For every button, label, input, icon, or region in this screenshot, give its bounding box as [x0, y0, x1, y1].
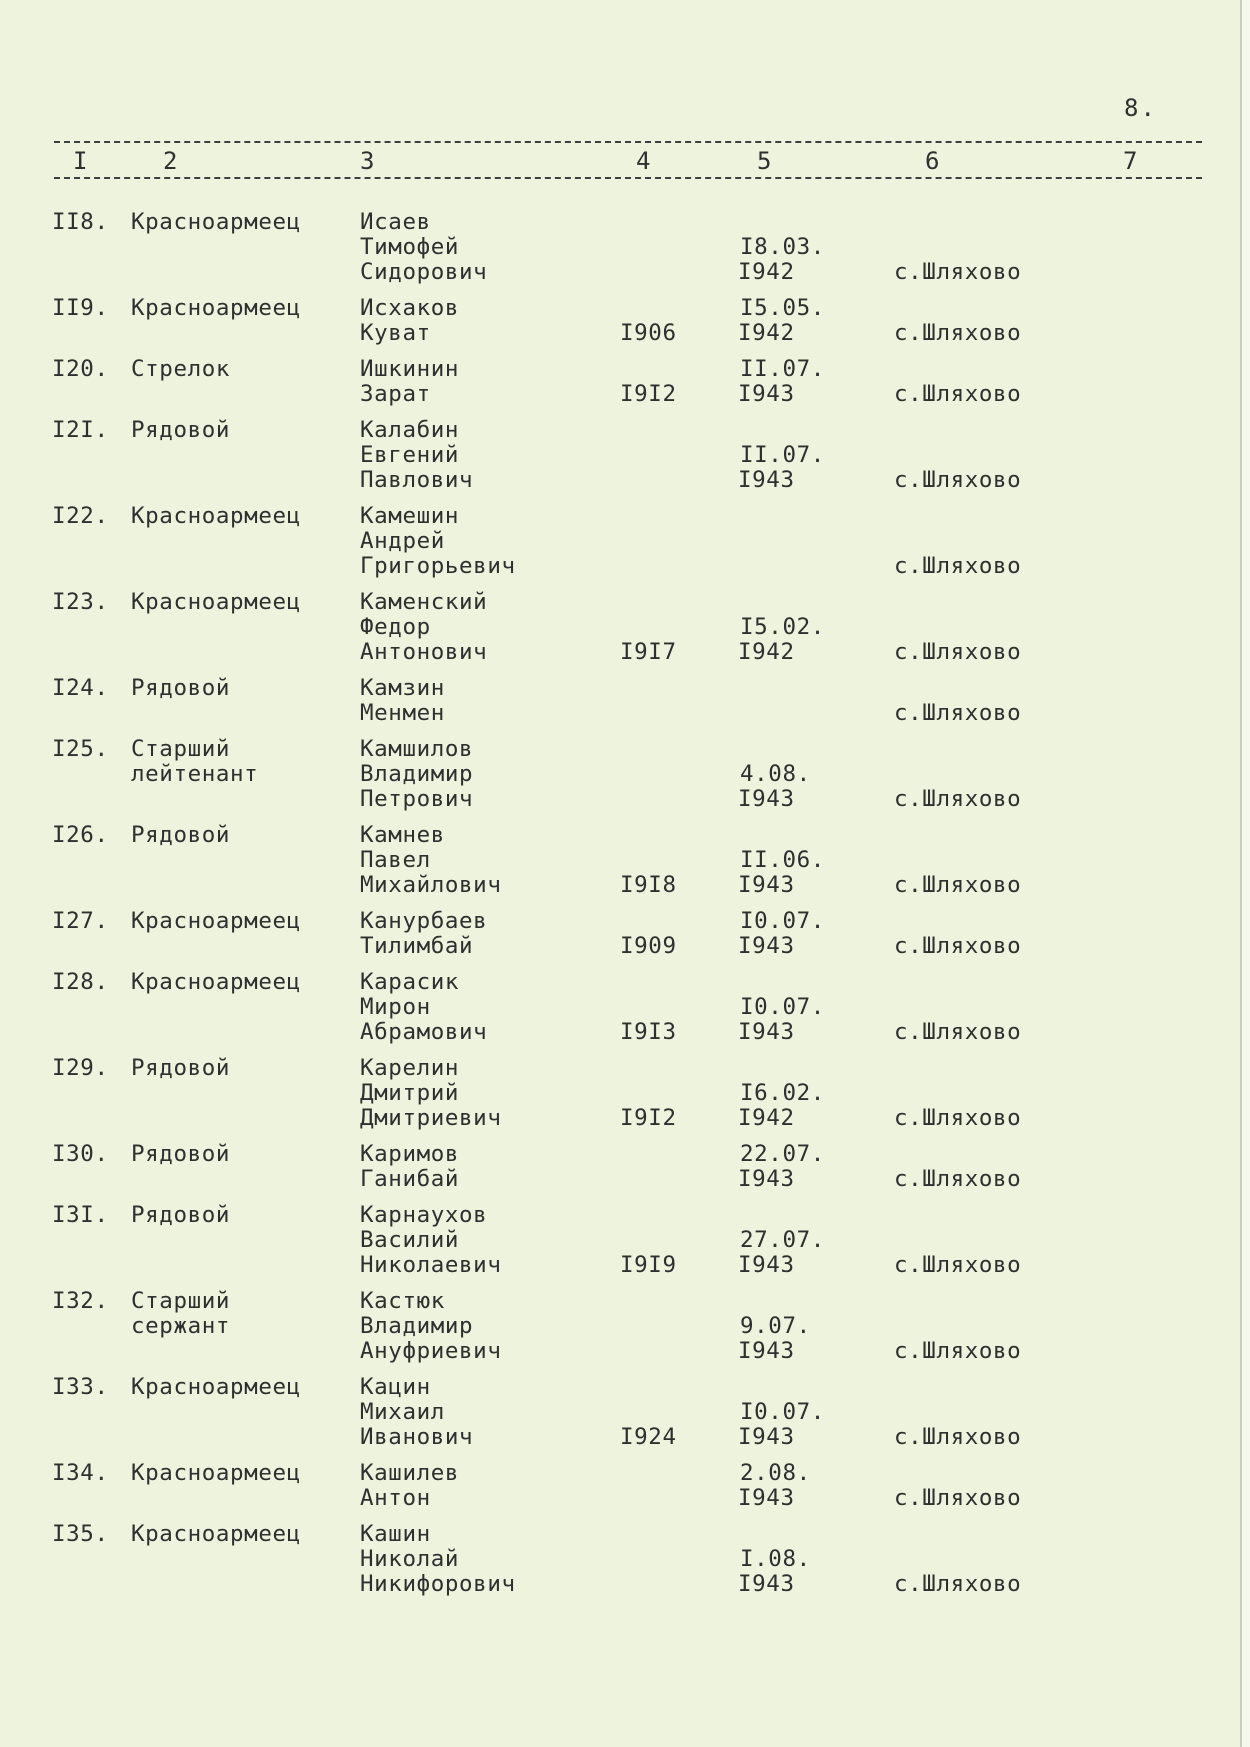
- record-number: I30.: [52, 1141, 109, 1167]
- record-rank: Рядовой: [131, 822, 231, 848]
- record-name-line: Дмитриевич: [360, 1105, 502, 1131]
- record-date: I.08.: [740, 1546, 811, 1572]
- record-name-line: Исхаков: [360, 295, 460, 321]
- record-name-line: Павлович: [360, 467, 474, 493]
- record-birth-year: I9I7: [620, 639, 677, 665]
- record-name: [360, 970, 487, 1045]
- record-number: II9.: [52, 295, 109, 321]
- record-number: I2I.: [52, 417, 109, 443]
- record-burial-place: с.Шляхово: [894, 320, 1022, 346]
- record-name-line: Исаев: [360, 209, 431, 235]
- record-name-line: Камшилов: [360, 736, 474, 762]
- record-name-line: Сидорович: [360, 259, 488, 285]
- page-number: 8.: [1124, 94, 1157, 122]
- record-name-line: Василий: [360, 1227, 460, 1253]
- record-number: I22.: [52, 503, 109, 529]
- record-name-line: Кацин: [360, 1374, 431, 1400]
- record-name-line: Карнаухов: [360, 1202, 488, 1228]
- record-rank: Рядовой: [131, 675, 231, 701]
- record-date: I943: [738, 1571, 795, 1597]
- record-rank: Старший лейтенант: [131, 736, 259, 787]
- record-date: I0.07.: [740, 1399, 825, 1425]
- record-date: I943: [738, 467, 795, 493]
- record-number: I23.: [52, 589, 109, 615]
- record-name-line: Каримов: [360, 1141, 460, 1167]
- record-name-line: Зарат: [360, 381, 431, 407]
- record-date: I943: [738, 1166, 795, 1192]
- record-date: I5.05.: [740, 295, 825, 321]
- record-name: [360, 296, 459, 346]
- record-row: [0, 418, 1250, 493]
- record-number: II8.: [52, 209, 109, 235]
- record-name-line: Григорьевич: [360, 553, 516, 579]
- record-name-line: Куват: [360, 320, 431, 346]
- column-number-7: 7: [1120, 147, 1140, 175]
- record-name-line: Петрович: [360, 786, 474, 812]
- record-row: [0, 1203, 1250, 1278]
- record-row: [0, 823, 1250, 898]
- record-date: I5.02.: [740, 614, 825, 640]
- record-row: [0, 296, 1250, 346]
- record-name-line: Канурбаев: [360, 908, 488, 934]
- column-number-5: 5: [754, 147, 774, 175]
- record-row: [0, 504, 1250, 579]
- record-birth-year: I906: [620, 320, 677, 346]
- record-name-line: Владимир: [360, 761, 474, 787]
- record-date: 2.08.: [740, 1460, 811, 1486]
- record-number: I27.: [52, 908, 109, 934]
- record-number: I26.: [52, 822, 109, 848]
- record-number: I34.: [52, 1460, 109, 1486]
- record-name-line: Ишкинин: [360, 356, 460, 382]
- record-name-line: Андрей: [360, 528, 445, 554]
- record-name-line: Тилимбай: [360, 933, 474, 959]
- record-burial-place: с.Шляхово: [894, 1424, 1022, 1450]
- header-rule-top: [54, 141, 1202, 143]
- record-name-line: Антон: [360, 1485, 431, 1511]
- record-birth-year: I9I2: [620, 1105, 677, 1131]
- record-burial-place: с.Шляхово: [894, 1252, 1022, 1278]
- record-date: 9.07.: [740, 1313, 811, 1339]
- record-rank: Красноармеец: [131, 1374, 301, 1400]
- record-name: [360, 823, 501, 898]
- record-date: I943: [738, 1019, 795, 1045]
- column-number-4: 4: [633, 147, 653, 175]
- record-burial-place: с.Шляхово: [894, 639, 1022, 665]
- record-name-line: Михайлович: [360, 872, 502, 898]
- column-number-3: 3: [357, 147, 377, 175]
- record-row: [0, 590, 1250, 665]
- column-number-6: 6: [922, 147, 942, 175]
- record-name: [360, 418, 473, 493]
- record-name-line: Федор: [360, 614, 431, 640]
- record-name-line: Николаевич: [360, 1252, 502, 1278]
- record-name: [360, 676, 445, 726]
- record-number: I20.: [52, 356, 109, 382]
- record-rank: Красноармеец: [131, 1460, 301, 1486]
- record-name-line: Абрамович: [360, 1019, 488, 1045]
- record-row: [0, 970, 1250, 1045]
- record-date: II.07.: [740, 442, 825, 468]
- record-name-line: Карелин: [360, 1055, 460, 1081]
- record-burial-place: с.Шляхово: [894, 700, 1022, 726]
- record-date: I943: [738, 1424, 795, 1450]
- record-name-line: Павел: [360, 847, 431, 873]
- record-date: II.07.: [740, 356, 825, 382]
- record-birth-year: I9I8: [620, 872, 677, 898]
- record-birth-year: I9I2: [620, 381, 677, 407]
- record-name-line: Калабин: [360, 417, 460, 443]
- record-burial-place: с.Шляхово: [894, 933, 1022, 959]
- record-number: I29.: [52, 1055, 109, 1081]
- record-burial-place: с.Шляхово: [894, 786, 1022, 812]
- record-name-line: Кашин: [360, 1521, 431, 1547]
- record-name-line: Антонович: [360, 639, 488, 665]
- record-name: [360, 1522, 516, 1597]
- record-date: I0.07.: [740, 908, 825, 934]
- record-name: [360, 590, 487, 665]
- record-rank: Рядовой: [131, 1055, 231, 1081]
- record-date: I943: [738, 872, 795, 898]
- record-date: I0.07.: [740, 994, 825, 1020]
- column-number-2: 2: [160, 147, 180, 175]
- record-rank: Старший сержант: [131, 1288, 231, 1339]
- record-name: [360, 1203, 501, 1278]
- record-date: I6.02.: [740, 1080, 825, 1106]
- record-row: [0, 676, 1250, 726]
- record-rank: Рядовой: [131, 1202, 231, 1228]
- record-name: [360, 504, 516, 579]
- record-date: 4.08.: [740, 761, 811, 787]
- record-rank: Красноармеец: [131, 589, 301, 615]
- record-burial-place: с.Шляхово: [894, 553, 1022, 579]
- record-name-line: Николай: [360, 1546, 460, 1572]
- record-date: I943: [738, 1485, 795, 1511]
- record-date: II.06.: [740, 847, 825, 873]
- record-rank: Красноармеец: [131, 1521, 301, 1547]
- record-name-line: Камнев: [360, 822, 445, 848]
- record-date: 27.07.: [740, 1227, 825, 1253]
- record-name: [360, 909, 487, 959]
- record-date: I942: [738, 639, 795, 665]
- record-name-line: Кастюк: [360, 1288, 445, 1314]
- record-burial-place: с.Шляхово: [894, 1338, 1022, 1364]
- record-burial-place: с.Шляхово: [894, 1105, 1022, 1131]
- record-date: I8.03.: [740, 234, 825, 260]
- record-row: [0, 909, 1250, 959]
- record-name-line: Кашилев: [360, 1460, 460, 1486]
- record-name-line: Менмен: [360, 700, 445, 726]
- record-name-line: Тимофей: [360, 234, 460, 260]
- record-name: [360, 1056, 501, 1131]
- record-rank: Красноармеец: [131, 295, 301, 321]
- record-date: I942: [738, 259, 795, 285]
- record-name-line: Владимир: [360, 1313, 474, 1339]
- record-date: I942: [738, 1105, 795, 1131]
- record-name-line: Ганибай: [360, 1166, 460, 1192]
- record-name: [360, 210, 487, 285]
- record-name-line: Никифорович: [360, 1571, 516, 1597]
- record-name-line: Камешин: [360, 503, 460, 529]
- record-date: I942: [738, 320, 795, 346]
- record-rank: Красноармеец: [131, 503, 301, 529]
- record-number: I35.: [52, 1521, 109, 1547]
- record-rank: Красноармеец: [131, 209, 301, 235]
- record-row: [0, 210, 1250, 285]
- record-name-line: Дмитрий: [360, 1080, 460, 1106]
- record-birth-year: I924: [620, 1424, 677, 1450]
- record-rank: Рядовой: [131, 1141, 231, 1167]
- record-rank: Красноармеец: [131, 969, 301, 995]
- record-name-line: Мирон: [360, 994, 431, 1020]
- record-rank: Красноармеец: [131, 908, 301, 934]
- record-burial-place: с.Шляхово: [894, 259, 1022, 285]
- record-name: [360, 1461, 459, 1511]
- record-name: [360, 1142, 459, 1192]
- record-date: I943: [738, 1252, 795, 1278]
- record-name-line: Ануфриевич: [360, 1338, 502, 1364]
- record-name-line: Иванович: [360, 1424, 474, 1450]
- record-number: I25.: [52, 736, 109, 762]
- records-list: [0, 210, 1250, 1608]
- record-row: [0, 1375, 1250, 1450]
- record-date: I943: [738, 933, 795, 959]
- header-rule-bottom: [54, 177, 1202, 179]
- record-name: [360, 737, 473, 812]
- record-burial-place: с.Шляхово: [894, 1571, 1022, 1597]
- record-row: [0, 1056, 1250, 1131]
- record-date: I943: [738, 786, 795, 812]
- record-name: [360, 1375, 473, 1450]
- record-name: [360, 357, 459, 407]
- record-burial-place: с.Шляхово: [894, 1485, 1022, 1511]
- record-burial-place: с.Шляхово: [894, 1166, 1022, 1192]
- record-date: I943: [738, 1338, 795, 1364]
- record-burial-place: с.Шляхово: [894, 381, 1022, 407]
- record-birth-year: I9I3: [620, 1019, 677, 1045]
- record-name-line: Карасик: [360, 969, 460, 995]
- record-row: [0, 1142, 1250, 1192]
- record-number: I33.: [52, 1374, 109, 1400]
- record-birth-year: I909: [620, 933, 677, 959]
- record-burial-place: с.Шляхово: [894, 467, 1022, 493]
- record-number: I3I.: [52, 1202, 109, 1228]
- record-name-line: Михаил: [360, 1399, 445, 1425]
- record-burial-place: с.Шляхово: [894, 1019, 1022, 1045]
- column-number-1: I: [70, 147, 90, 175]
- record-row: [0, 1289, 1250, 1364]
- record-row: [0, 1461, 1250, 1511]
- record-name-line: Евгений: [360, 442, 460, 468]
- record-birth-year: I9I9: [620, 1252, 677, 1278]
- record-name: [360, 1289, 501, 1364]
- record-name-line: Каменский: [360, 589, 488, 615]
- record-date: I943: [738, 381, 795, 407]
- record-burial-place: с.Шляхово: [894, 872, 1022, 898]
- record-number: I32.: [52, 1288, 109, 1314]
- record-number: I24.: [52, 675, 109, 701]
- record-rank: Рядовой: [131, 417, 231, 443]
- record-row: [0, 357, 1250, 407]
- record-date: 22.07.: [740, 1141, 825, 1167]
- record-number: I28.: [52, 969, 109, 995]
- record-rank: Стрелок: [131, 356, 231, 382]
- record-name-line: Камзин: [360, 675, 445, 701]
- record-row: [0, 1522, 1250, 1597]
- record-row: [0, 737, 1250, 812]
